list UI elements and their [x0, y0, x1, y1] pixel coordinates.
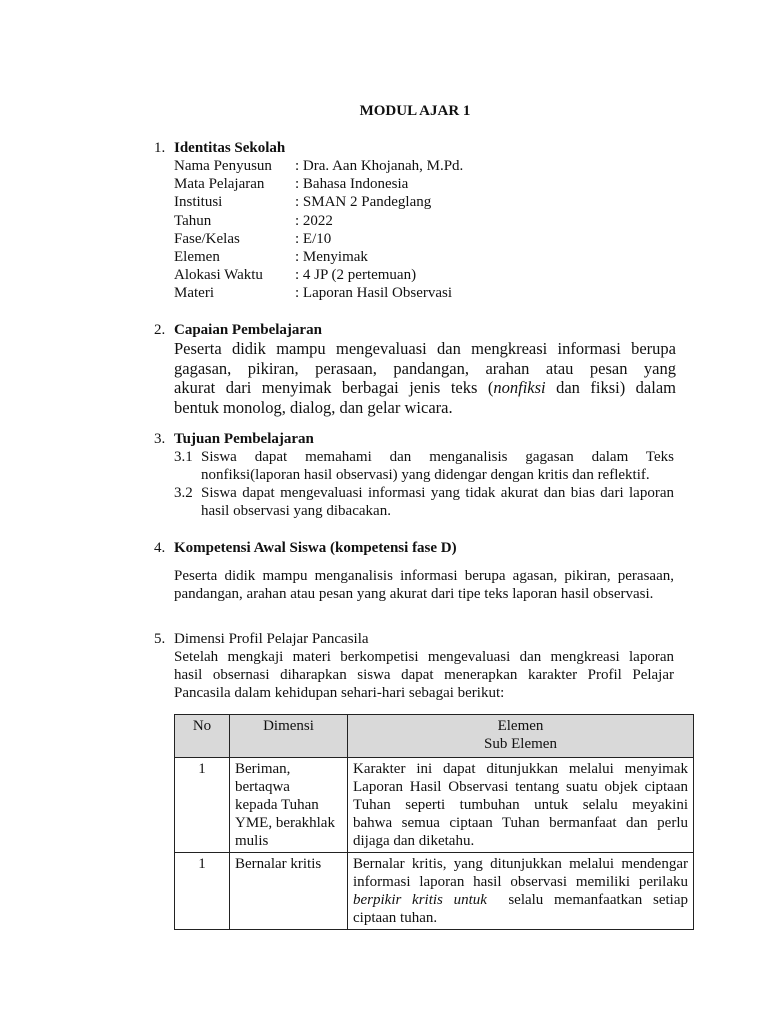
- identitas-value: : 2022: [295, 212, 333, 229]
- elemen-line: [353, 891, 688, 909]
- header-no: No: [175, 715, 230, 758]
- elemen-line: Tuhan seperti tumbuhan untuk selalu meyakini: [353, 797, 688, 813]
- identitas-value: : 4 JP (2 pertemuan): [295, 267, 417, 284]
- table-row: [175, 758, 694, 853]
- cell-elemen: [348, 758, 694, 853]
- section-capaian-heading: [154, 321, 699, 339]
- section-number: 3.: [154, 431, 166, 447]
- identitas-value: : Bahasa Indonesia: [295, 176, 409, 193]
- paragraph-line: gagasan, pikiran, perasaan, pandangan, arahan atau pesan yang: [174, 358, 676, 378]
- cell-no: 1: [175, 758, 230, 853]
- tujuan-item-line: nonfiksi(laporan hasil observasi) yang didengar dengan kritis dan reflektif.: [201, 467, 650, 483]
- elemen-line: ciptaan tuhan.: [353, 910, 438, 926]
- cell-no: 1: [175, 853, 230, 930]
- section-kompetensi-heading: [154, 539, 699, 557]
- tujuan-item-number: 3.1: [174, 449, 193, 465]
- section-tujuan-heading: [154, 430, 699, 448]
- document-title: MODUL AJAR 1: [359, 103, 471, 119]
- header-elemen-label: Elemen: [497, 718, 544, 734]
- dimensi-line: Beriman,: [235, 761, 291, 777]
- tujuan-item-line: Siswa dapat mengevaluasi informasi yang tidak akurat dan bias dari laporan: [201, 485, 674, 501]
- identitas-key: Elemen: [174, 248, 220, 265]
- section-number: 4.: [154, 540, 166, 556]
- paragraph-line: [174, 378, 676, 398]
- cell-elemen: [348, 853, 694, 930]
- tujuan-item: [174, 484, 674, 502]
- identitas-row: [174, 230, 463, 248]
- dimensi-line: Bernalar kritis: [235, 856, 322, 872]
- italic-term: berpikir kritis untuk: [353, 892, 487, 908]
- paragraph-line: hasil obsernasi diharapkan siswa dapat menerapkan karakter Profil Pelajar: [174, 667, 674, 683]
- identitas-value: : Menyimak: [295, 248, 368, 265]
- section-number: 5.: [154, 631, 166, 647]
- header-dimensi: Dimensi: [230, 715, 348, 758]
- identitas-row: [174, 284, 463, 302]
- text-segment: dan fiksi) dalam: [545, 378, 676, 397]
- identitas-row: [174, 175, 463, 193]
- tujuan-list: [174, 448, 674, 520]
- elemen-line: informasi laporan hasil observasi memiliki perilaku: [353, 874, 688, 890]
- identitas-key: Alokasi Waktu: [174, 267, 263, 284]
- tujuan-item-number: 3.2: [174, 485, 193, 501]
- elemen-line: Laporan Hasil Observasi tentang suatu objek ciptaan: [353, 779, 688, 795]
- elemen-line: Bernalar kritis, yang ditunjukkan melalui mendengar: [353, 856, 688, 872]
- table-header-row: [175, 715, 694, 758]
- dimensi-line: YME, berakhlak: [235, 815, 335, 831]
- paragraph-line: Pancasila dalam kehidupan sehari-hari sebagai berikut:: [174, 685, 505, 701]
- identitas-key: Institusi: [174, 194, 223, 211]
- elemen-line: bahwa semua ciptaan Tuhan bermanfaat dan perlu: [353, 815, 688, 831]
- cell-dimensi: [230, 758, 348, 853]
- header-sub-elemen-label: Sub Elemen: [484, 736, 557, 752]
- identitas-value: : Laporan Hasil Observasi: [295, 285, 453, 302]
- identitas-row: [174, 266, 463, 284]
- identitas-row: [174, 212, 463, 230]
- identitas-row: [174, 248, 463, 266]
- section-title: Kompetensi Awal Siswa (kompetensi fase D): [174, 540, 457, 556]
- section-title: Tujuan Pembelajaran: [174, 431, 314, 447]
- text-segment: selalu memanfaatkan setiap: [486, 892, 688, 908]
- cell-dimensi: [230, 853, 348, 930]
- paragraph-line: bentuk monolog, dialog, dan gelar wicara.: [174, 397, 453, 417]
- italic-term: nonfiksi: [493, 378, 546, 397]
- dimensi-line: kepada Tuhan: [235, 797, 319, 813]
- section-title: Dimensi Profil Pelajar Pancasila: [174, 631, 369, 647]
- identitas-key: Nama Penyusun: [174, 158, 272, 174]
- tujuan-item: [174, 448, 674, 466]
- text-segment: akurat dari menyimak berbagai jenis teks (: [174, 378, 494, 397]
- section-identitas-heading: [154, 139, 699, 157]
- identitas-key: Tahun: [174, 212, 212, 229]
- dimensi-line: mulis: [235, 833, 269, 849]
- paragraph-line: Peserta didik mampu menganalisis informasi berupa agasan, pikiran, perasaan,: [174, 568, 674, 584]
- section-dimensi-heading: [154, 630, 699, 648]
- tujuan-item-line: Siswa dapat memahami dan menganalisis gagasan dalam Teks: [201, 449, 674, 465]
- elemen-line: Karakter ini dapat ditunjukkan melalui menyimak: [353, 761, 688, 777]
- header-elemen: [348, 715, 694, 758]
- capaian-paragraph: [174, 339, 676, 417]
- section-title: Capaian Pembelajaran: [174, 322, 322, 338]
- paragraph-line: Setelah mengkaji materi berkompetisi mengevaluasi dan mengkreasi laporan: [174, 649, 674, 665]
- paragraph-line: Peserta didik mampu mengevaluasi dan mengkreasi informasi berupa: [174, 339, 676, 358]
- section-number: 1.: [154, 140, 166, 156]
- dimensi-table: [174, 714, 694, 930]
- identitas-value: : Dra. Aan Khojanah, M.Pd.: [295, 158, 464, 174]
- elemen-line: dijaga dan diketahu.: [353, 833, 475, 849]
- paragraph-line: pandangan, arahan atau pesan yang akurat dari tipe teks laporan hasil observasi.: [174, 586, 654, 602]
- section-title: Identitas Sekolah: [174, 140, 286, 156]
- identitas-key: Mata Pelajaran: [174, 176, 265, 193]
- tujuan-item-line: hasil observasi yang dibacakan.: [201, 503, 391, 519]
- identitas-key: Materi: [174, 285, 214, 302]
- table-row: [175, 853, 694, 930]
- identitas-value: : E/10: [295, 230, 332, 247]
- kompetensi-paragraph: [174, 567, 674, 603]
- dimensi-line: bertaqwa: [235, 779, 290, 795]
- identitas-list: [174, 157, 463, 303]
- identitas-row: [174, 193, 463, 211]
- identitas-row: [174, 157, 463, 175]
- identitas-key: Fase/Kelas: [174, 230, 240, 247]
- section-number: 2.: [154, 322, 166, 338]
- identitas-value: : SMAN 2 Pandeglang: [295, 194, 432, 211]
- dimensi-paragraph: [174, 648, 674, 702]
